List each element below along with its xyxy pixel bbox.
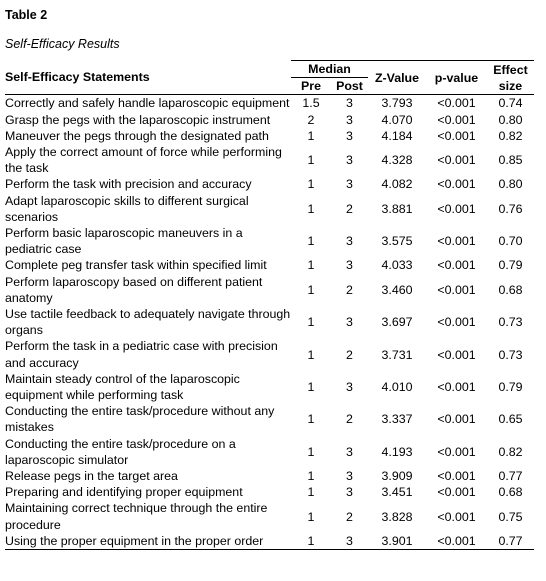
- post-median-cell: 3: [346, 444, 353, 459]
- effect-size-cell: 0.75: [498, 509, 523, 524]
- p-value-cell: <0.001: [437, 201, 476, 216]
- z-value-cell: 3.731: [381, 347, 413, 362]
- table-row: [5, 176, 534, 192]
- z-value-cell: 4.070: [381, 112, 413, 127]
- statement-cell: Adapt laparoscopic skills to different surgical scenarios: [5, 193, 249, 224]
- pre-median-cell: 1: [291, 533, 331, 550]
- pre-median-cell: 1: [307, 379, 315, 394]
- z-value-cell: 3.575: [381, 234, 413, 249]
- pre-median-cell: 1.5: [302, 96, 320, 111]
- p-value-cell: <0.001: [437, 469, 476, 484]
- z-value-cell: 3.909: [381, 469, 413, 484]
- z-value-cell: 3.881: [381, 201, 413, 216]
- post-median-cell: 2: [346, 201, 353, 216]
- table-row: [5, 193, 534, 225]
- table-row: [5, 274, 534, 306]
- header-pre: Pre: [291, 78, 331, 95]
- post-median-cell: 3: [331, 533, 368, 550]
- self-efficacy-results-table: [5, 60, 534, 550]
- effect-size-cell: 0.82: [498, 444, 523, 459]
- p-value-cell: <0.001: [437, 128, 476, 143]
- pre-median-cell: 1: [307, 234, 315, 249]
- statement-cell: Grasp the pegs with the laparoscopic instrument: [5, 112, 271, 127]
- post-median-cell: 3: [346, 112, 353, 127]
- header-median: Median: [291, 61, 368, 78]
- post-median-cell: 3: [346, 96, 353, 111]
- table-row: [5, 257, 534, 273]
- statement-cell: Complete peg transfer task within specified limit: [5, 258, 267, 273]
- z-value-cell: 3.451: [381, 485, 413, 500]
- p-value-cell: <0.001: [437, 509, 476, 524]
- table-body: [5, 95, 534, 550]
- statement-cell: Maneuver the pegs through the designated path: [5, 128, 269, 143]
- pre-median-cell: 1: [307, 469, 315, 484]
- pre-median-cell: 1: [307, 347, 315, 362]
- header-statements: Self-Efficacy Statements: [5, 61, 291, 95]
- effect-size-cell: 0.76: [498, 201, 523, 216]
- table-row: [5, 468, 534, 484]
- table-row: [5, 371, 534, 403]
- table-row: [5, 128, 534, 144]
- statement-cell: Use tactile feedback to adequately navigate through organs: [5, 307, 291, 338]
- table-row: [5, 144, 534, 176]
- statement-cell: Apply the correct amount of force while performing the task: [5, 145, 282, 176]
- effect-size-cell: 0.77: [498, 469, 523, 484]
- pre-median-cell: 1: [307, 485, 315, 500]
- statement-cell: Maintain steady control of the laparoscopic equipment while performing task: [5, 371, 240, 403]
- z-value-cell: 3.337: [381, 412, 413, 427]
- table-label: Table 2: [5, 8, 48, 22]
- p-value-cell: <0.001: [437, 347, 476, 362]
- pre-median-cell: 1: [307, 444, 315, 459]
- z-value-cell: 3.793: [381, 96, 413, 111]
- effect-size-cell: 0.77: [487, 533, 534, 550]
- p-value-cell: <0.001: [437, 177, 476, 192]
- statement-cell: Release pegs in the target area: [5, 469, 178, 484]
- table-row: [5, 533, 534, 550]
- post-median-cell: 2: [346, 347, 353, 362]
- p-value-cell: <0.001: [437, 282, 476, 297]
- post-median-cell: 3: [346, 234, 353, 249]
- post-median-cell: 3: [346, 128, 353, 143]
- post-median-cell: 2: [346, 412, 353, 427]
- effect-size-cell: 0.79: [498, 258, 523, 273]
- effect-size-cell: 0.68: [498, 282, 523, 297]
- effect-size-cell: 0.65: [498, 412, 523, 427]
- header-z-value: Z-Value: [368, 61, 426, 95]
- table-row: [5, 484, 534, 500]
- pre-median-cell: 1: [307, 412, 315, 427]
- p-value-cell: <0.001: [437, 234, 476, 249]
- z-value-cell: 3.460: [381, 282, 413, 297]
- pre-median-cell: 1: [307, 258, 315, 273]
- pre-median-cell: 1: [307, 177, 315, 192]
- z-value-cell: 4.184: [381, 128, 413, 143]
- z-value-cell: 3.828: [381, 509, 413, 524]
- statement-cell: Preparing and identifying proper equipment: [5, 485, 243, 500]
- z-value-cell: 4.082: [381, 177, 413, 192]
- z-value-cell: 3.901: [368, 533, 426, 550]
- statement-cell: Correctly and safely handle laparoscopic equipment: [5, 96, 290, 111]
- table-caption: Self-Efficacy Results: [5, 37, 120, 51]
- header-p-value: p-value: [426, 61, 487, 95]
- p-value-cell: <0.001: [437, 96, 476, 111]
- post-median-cell: 3: [346, 469, 353, 484]
- statement-cell: Conducting the entire task/procedure without any mistakes: [5, 404, 275, 435]
- p-value-cell: <0.001: [426, 533, 487, 550]
- p-value-cell: <0.001: [437, 153, 476, 168]
- effect-size-cell: 0.80: [498, 112, 523, 127]
- z-value-cell: 3.697: [381, 315, 413, 330]
- post-median-cell: 2: [346, 509, 353, 524]
- p-value-cell: <0.001: [437, 412, 476, 427]
- post-median-cell: 2: [346, 282, 353, 297]
- post-median-cell: 3: [346, 153, 353, 168]
- pre-median-cell: 1: [307, 153, 315, 168]
- p-value-cell: <0.001: [437, 112, 476, 127]
- pre-median-cell: 2: [307, 112, 315, 127]
- statement-cell: Perform laparoscopy based on different patient anatomy: [5, 274, 263, 305]
- table-row: [5, 403, 534, 435]
- statement-cell: Perform the task in a pediatric case with precision and accuracy: [5, 339, 278, 370]
- table-row: [5, 95, 534, 112]
- z-value-cell: 4.033: [381, 258, 413, 273]
- p-value-cell: <0.001: [437, 444, 476, 459]
- effect-size-cell: 0.73: [498, 347, 523, 362]
- p-value-cell: <0.001: [437, 315, 476, 330]
- table-row: [5, 338, 534, 370]
- statement-cell: Maintaining correct technique through the entire procedure: [5, 501, 268, 532]
- effect-size-cell: 0.74: [498, 96, 523, 111]
- table-row: [5, 306, 534, 338]
- z-value-cell: 4.328: [381, 153, 413, 168]
- effect-size-cell: 0.85: [498, 153, 523, 168]
- pre-median-cell: 1: [307, 509, 315, 524]
- header-post: Post: [331, 78, 368, 95]
- post-median-cell: 3: [346, 258, 353, 273]
- header-effect-size-line2: size: [498, 78, 523, 93]
- post-median-cell: 3: [346, 379, 353, 394]
- statement-cell: Perform basic laparoscopic maneuvers in a pediatric case: [5, 226, 243, 257]
- post-median-cell: 3: [346, 177, 353, 192]
- statement-cell: Conducting the entire task/procedure on a laparoscopic simulator: [5, 436, 236, 467]
- effect-size-cell: 0.68: [498, 485, 523, 500]
- effect-size-cell: 0.79: [498, 379, 523, 394]
- pre-median-cell: 1: [307, 315, 315, 330]
- p-value-cell: <0.001: [437, 379, 476, 394]
- pre-median-cell: 1: [307, 282, 315, 297]
- statement-cell: Using the proper equipment in the proper order: [5, 533, 291, 550]
- effect-size-cell: 0.80: [498, 177, 523, 192]
- table-row: [5, 436, 534, 468]
- statement-cell: Perform the task with precision and accuracy: [5, 177, 252, 192]
- p-value-cell: <0.001: [437, 258, 476, 273]
- table-row: [5, 225, 534, 257]
- table-row: [5, 500, 534, 532]
- p-value-cell: <0.001: [437, 485, 476, 500]
- table-row: [5, 112, 534, 128]
- pre-median-cell: 1: [307, 201, 315, 216]
- pre-median-cell: 1: [307, 128, 315, 143]
- post-median-cell: 3: [346, 485, 353, 500]
- post-median-cell: 3: [346, 315, 353, 330]
- effect-size-cell: 0.82: [498, 128, 523, 143]
- effect-size-cell: 0.70: [498, 234, 523, 249]
- z-value-cell: 4.193: [381, 444, 413, 459]
- z-value-cell: 4.010: [381, 379, 413, 394]
- effect-size-cell: 0.73: [498, 315, 523, 330]
- header-effect-size-line1: Effect: [493, 62, 528, 77]
- header-effect-size: [487, 61, 534, 95]
